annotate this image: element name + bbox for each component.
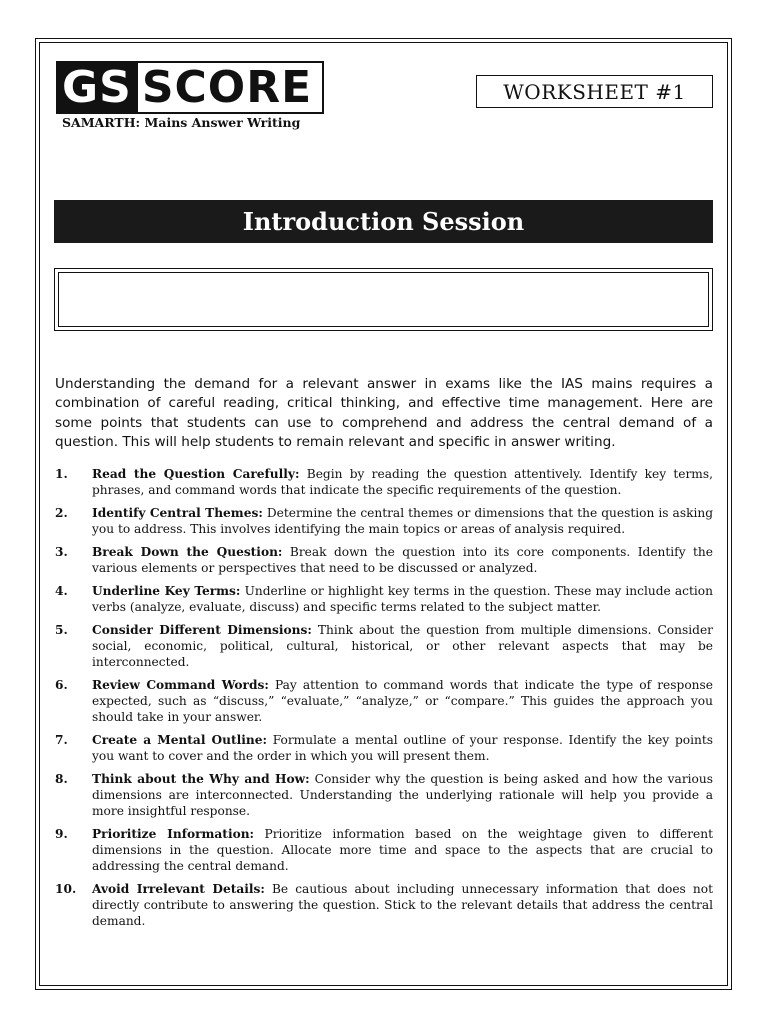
list-item-number: 6. — [55, 678, 68, 692]
list-item-term: Break Down the Question: — [92, 545, 283, 559]
list-item-text: Begin by reading the question attentively. Identify key terms, phrases, and command words that indicate the specific requirements of the question. — [92, 467, 717, 497]
intro-paragraph: Understanding the demand for a relevant answer in exams like the IAS mains requires a combination of careful reading, critical thinking, and effective time management. Here are some points that students can use to comprehend and address the central demand of a question. This will help students to remain relevant and specific in answer writing. — [55, 375, 713, 451]
list-item-term: Think about the Why and How: — [92, 772, 310, 786]
list-item-text: Break down the question into its core components. Identify the various elements or perspectives that need to be discussed or analyzed. — [92, 545, 717, 575]
list-item — [55, 732, 717, 764]
list-item — [55, 466, 717, 498]
list-item-term: Prioritize Information: — [92, 827, 255, 841]
list-item — [55, 881, 717, 929]
list-item — [55, 677, 717, 725]
list-item-number: 7. — [55, 733, 68, 747]
list-item-body — [92, 466, 717, 498]
list-item-text: Think about the question from multiple dimensions. Consider social, economic, political, cultural, historical, or other relevant aspects that may be interconnected. — [92, 623, 717, 669]
list-item-number: 8. — [55, 772, 68, 786]
list-item — [55, 544, 717, 576]
list-item-term: Read the Question Carefully: — [92, 467, 300, 481]
list-item-term: Consider Different Dimensions: — [92, 623, 312, 637]
logo-gs-block — [58, 63, 138, 112]
list-item-number: 5. — [55, 623, 68, 637]
worksheet-label: WORKSHEET #1 — [476, 75, 713, 108]
list-item — [55, 583, 717, 615]
logo-subtitle: SAMARTH: Mains Answer Writing — [62, 115, 301, 130]
list-item-term: Create a Mental Outline: — [92, 733, 268, 747]
list-item-term: Review Command Words: — [92, 678, 269, 692]
list-item-body — [92, 881, 717, 929]
session-title: Introduction Session — [54, 200, 713, 243]
list-item-term: Identify Central Themes: — [92, 506, 263, 520]
answer-box-inner — [58, 272, 709, 327]
gsscore-logo — [56, 61, 324, 114]
list-item-body — [92, 622, 717, 670]
list-item-number: 1. — [55, 467, 68, 481]
logo-gs-text: GS — [62, 62, 132, 113]
list-item-body — [92, 732, 717, 764]
list-item-number: 3. — [55, 545, 68, 559]
list-item — [55, 622, 717, 670]
list-item-body — [92, 771, 717, 819]
list-item — [55, 771, 717, 819]
list-item-term: Avoid Irrelevant Details: — [92, 882, 265, 896]
list-item-number: 4. — [55, 584, 68, 598]
list-item-body — [92, 677, 717, 725]
list-item-body — [92, 583, 717, 615]
list-item-number: 9. — [55, 827, 68, 841]
logo-score-text: SCORE — [141, 62, 313, 113]
list-item-number: 10. — [55, 882, 77, 896]
list-item-text: Be cautious about including unnecessary information that does not directly contribute to answering the question. Stick to the relevant details that address the central demand. — [92, 882, 717, 928]
list-item-text: Underline or highlight key terms in the question. These may include action verbs (analyze, evaluate, discuss) and specific terms related to the subject matter. — [92, 584, 717, 614]
list-item — [55, 505, 717, 537]
list-item-text: Determine the central themes or dimensions that the question is asking you to address. This involves identifying the main topics or areas of analysis required. — [92, 506, 717, 536]
list-item-text: Pay attention to command words that indicate the type of response expected, such as “discuss,” “evaluate,” “analyze,” or “compare.” This guides the approach you should take in your answer. — [92, 678, 717, 724]
points-list — [55, 466, 717, 929]
list-item-number: 2. — [55, 506, 68, 520]
answer-box — [54, 268, 713, 331]
list-item — [55, 826, 717, 874]
list-item-body — [92, 826, 717, 874]
list-item-body — [92, 544, 717, 576]
list-item-term: Underline Key Terms: — [92, 584, 241, 598]
list-item-body — [92, 505, 717, 537]
list-item-text: Consider why the question is being asked and how the various dimensions are interconnected. Understanding the underlying rationale will help you provide a more insightful response. — [92, 772, 717, 818]
list-item-text: Prioritize information based on the weightage given to different dimensions in the question. Allocate more time and space to the aspects that are crucial to addressing the central demand. — [92, 827, 717, 873]
list-item-text: Formulate a mental outline of your response. Identify the key points you want to cover and the order in which you will present them. — [92, 733, 717, 763]
